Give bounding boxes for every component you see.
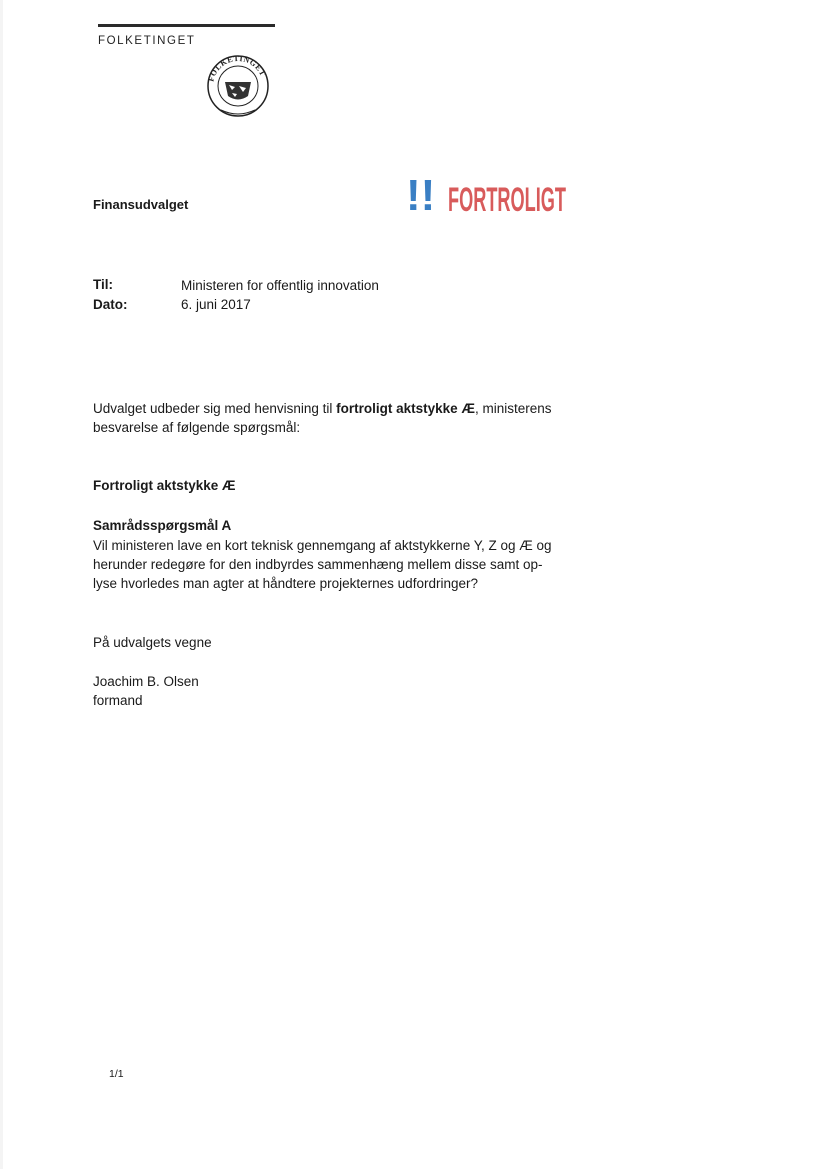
signatory-name: Joachim B. Olsen [93,674,199,689]
confidential-stamp [400,164,568,220]
header-rule [98,24,275,27]
to-label: Til: [93,277,113,292]
question-line-2: herunder redegøre for den indbyrdes sammenhæng mellem disse samt op- [93,557,543,572]
date-label: Dato: [93,297,128,312]
svg-text:FOLKETINGET [206,54,267,83]
question-line-1: Vil ministeren lave en kort teknisk gennemgang af aktstykkerne Y, Z og Æ og [93,538,552,553]
intro-text-end: , ministerens [474,401,552,416]
page-number: 1/1 [109,1068,124,1080]
seal-lettering: FOLKETINGET [206,53,268,83]
intro-paragraph [93,399,583,437]
section-title: Fortroligt aktstykke Æ [93,478,236,493]
intro-text: Udvalget udbeder sig med henvisning til [93,401,337,416]
to-value: Ministeren for offentlig innovation [181,278,379,293]
stamp-text: FORTROLIGT [448,181,567,219]
closing-on-behalf: På udvalgets vegne [93,635,212,650]
question-line-3: lyse hvorledes man agter at håndtere projekternes udfordringer? [93,576,478,591]
stamp-exclamation-marks: !! [406,171,436,220]
folketinget-seal-icon [199,48,277,118]
committee-name: Finansudvalget [93,197,189,212]
organization-name: FOLKETINGET [98,35,196,47]
signatory-role: formand [93,693,143,708]
question-body [93,536,583,593]
intro-text-line2: besvarelse af følgende spørgsmål: [93,420,301,435]
question-title: Samrådsspørgsmål A [93,518,232,533]
scan-edge [0,0,3,1169]
date-value: 6. juni 2017 [181,297,251,312]
intro-bold-reference: fortroligt aktstykke Æ [336,401,475,416]
